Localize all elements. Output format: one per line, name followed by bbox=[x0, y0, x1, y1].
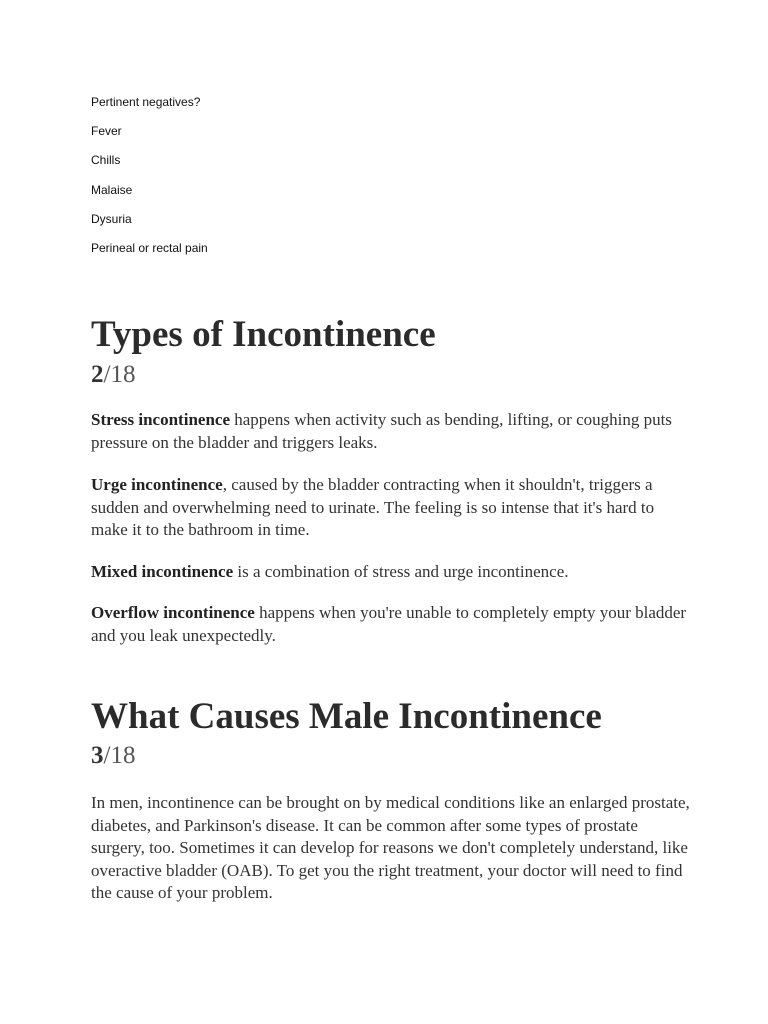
stress-incontinence-paragraph bbox=[91, 409, 691, 454]
male-incontinence-causes-paragraph: In men, incontinence can be brought on by medical conditions like an enlarged prostate, diabetes, and Parkinson's disease. It can be common after some types of prostate surgery, too. Sometimes it can develop for reasons we don't completely understand, like overactive bladder (OAB). To get you the right treatment, your doctor will need to find the cause of your problem. bbox=[91, 793, 690, 902]
paragraph-term: Urge incontinence bbox=[91, 475, 223, 494]
paragraph-text: happens when activity such as bending, lifting, or coughing puts pressure on the bladder and triggers leaks. bbox=[91, 410, 672, 452]
types-counter-current: 2 bbox=[91, 361, 104, 388]
list-item: Malaise bbox=[91, 182, 133, 197]
types-section-title: Types of Incontinence bbox=[91, 314, 436, 355]
paragraph-text: is a combination of stress and urge incontinence. bbox=[233, 562, 569, 581]
types-counter-total: /18 bbox=[103, 361, 136, 388]
causes-counter-total: /18 bbox=[103, 742, 136, 769]
causes-slide-counter bbox=[91, 742, 135, 770]
paragraph-term: Stress incontinence bbox=[91, 410, 230, 429]
types-slide-counter bbox=[91, 361, 135, 389]
causes-counter-current: 3 bbox=[91, 742, 104, 769]
causes-section-title: What Causes Male Incontinence bbox=[91, 696, 602, 737]
list-item: Fever bbox=[91, 124, 122, 139]
pertinent-negatives-list bbox=[91, 94, 208, 269]
list-item: Dysuria bbox=[91, 211, 132, 226]
paragraph-term: Overflow incontinence bbox=[91, 603, 255, 622]
paragraph-term: Mixed incontinence bbox=[91, 562, 234, 581]
mixed-incontinence-paragraph bbox=[91, 561, 691, 584]
list-item: Perineal or rectal pain bbox=[91, 240, 208, 255]
list-item: Chills bbox=[91, 153, 121, 168]
paragraph-text: happens when you're unable to completely empty your bladder and you leak unexpectedly. bbox=[91, 603, 687, 645]
list-item: Pertinent negatives? bbox=[91, 95, 201, 109]
paragraph-text: , caused by the bladder contracting when it shouldn't, triggers a sudden and overwhelming need to urinate. The feeling is so intense that it's hard to make it to the bathroom in time. bbox=[91, 475, 655, 539]
overflow-incontinence-paragraph bbox=[91, 602, 691, 647]
urge-incontinence-paragraph bbox=[91, 474, 691, 542]
